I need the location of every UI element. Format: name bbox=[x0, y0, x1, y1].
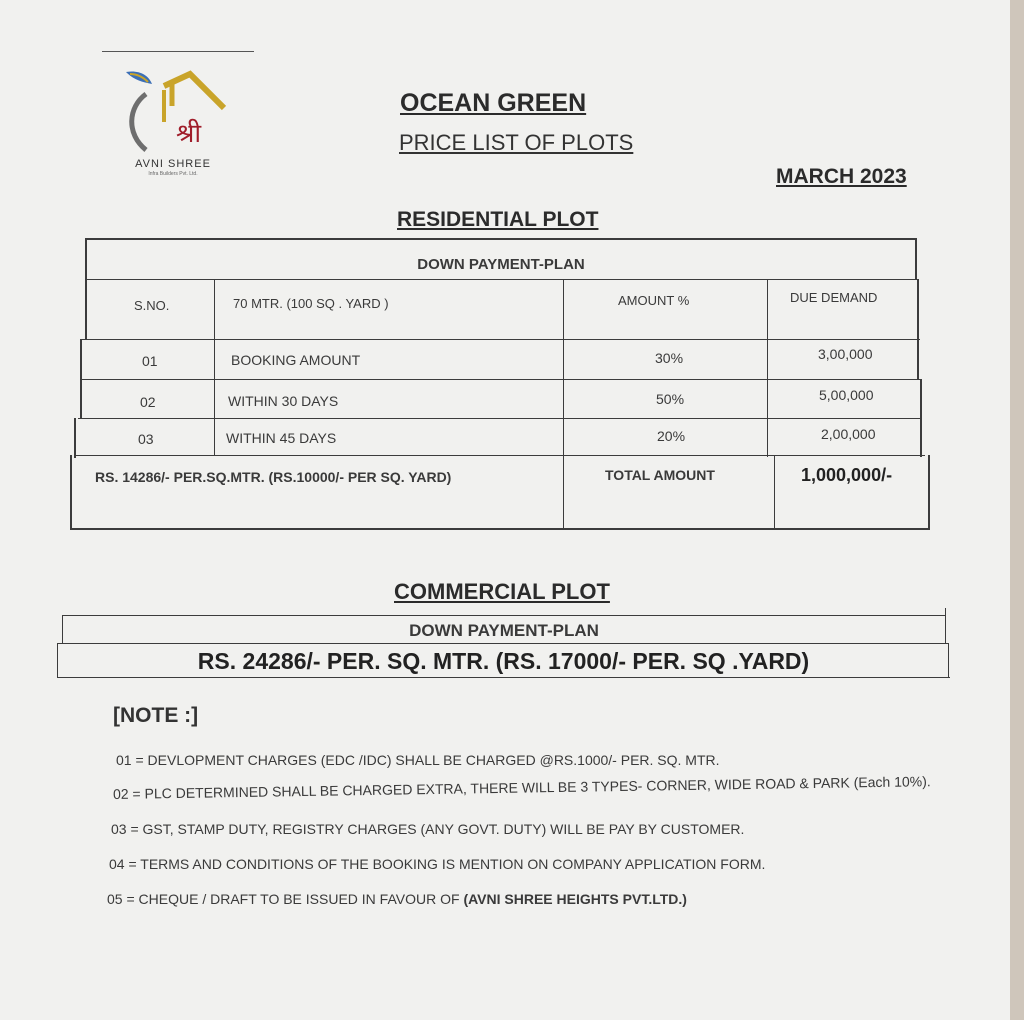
table-row-2-desc: WITHIN 30 DAYS bbox=[228, 393, 339, 409]
note-item-3: 03 = GST, STAMP DUTY, REGISTRY CHARGES (ANY GOVT. DUTY) WILL BE PAY BY CUSTOMER. bbox=[111, 821, 745, 837]
note-item-5-company: (AVNI SHREE HEIGHTS PVT.LTD.) bbox=[463, 891, 687, 907]
residential-title: RESIDENTIAL PLOT bbox=[397, 208, 599, 231]
company-subtitle: Infra Builders Pvt. Ltd. bbox=[148, 171, 198, 177]
note-item-5-text: 05 = CHEQUE / DRAFT TO BE ISSUED IN FAVOUR OF bbox=[107, 891, 460, 907]
document-date: MARCH 2023 bbox=[776, 165, 907, 188]
table-row-3-percent: 20% bbox=[657, 428, 686, 444]
table-row-1-desc: BOOKING AMOUNT bbox=[231, 352, 361, 368]
table-row-3-sno: 03 bbox=[138, 431, 154, 447]
table-row-1-sno: 01 bbox=[142, 353, 158, 369]
column-header-amount: AMOUNT % bbox=[618, 293, 690, 308]
note-item-2: 02 = PLC DETERMINED SHALL BE CHARGED EXTRA, THERE WILL BE 3 TYPES- CORNER, WIDE ROAD & PARK (Each 10%). bbox=[112, 773, 931, 802]
note-item-4: 04 = TERMS AND CONDITIONS OF THE BOOKING IS MENTION ON COMPANY APPLICATION FORM. bbox=[109, 856, 766, 872]
document-subtitle: PRICE LIST OF PLOTS bbox=[399, 130, 634, 155]
column-header-due: DUE DEMAND bbox=[790, 290, 878, 305]
column-header-sno: S.NO. bbox=[134, 298, 170, 313]
table-row-1-percent: 30% bbox=[655, 350, 684, 366]
top-rule bbox=[102, 51, 254, 52]
total-amount-label: TOTAL AMOUNT bbox=[605, 467, 715, 483]
table-row-1-due: 3,00,000 bbox=[818, 346, 873, 362]
commercial-rate: RS. 24286/- PER. SQ. MTR. (RS. 17000/- PER. SQ .YARD) bbox=[197, 648, 810, 674]
note-item-1: 01 = DEVLOPMENT CHARGES (EDC /IDC) SHALL BE CHARGED @RS.1000/- PER. SQ. MTR. bbox=[116, 752, 720, 768]
table-row-3-due: 2,00,000 bbox=[821, 426, 876, 442]
table-row-3-desc: WITHIN 45 DAYS bbox=[226, 430, 337, 446]
residential-rate: RS. 14286/- PER.SQ.MTR. (RS.10000/- PER SQ. YARD) bbox=[95, 469, 452, 485]
table-row-2-percent: 50% bbox=[656, 391, 685, 407]
table-row-2-sno: 02 bbox=[140, 394, 156, 410]
column-header-size: 70 MTR. (100 SQ . YARD ) bbox=[233, 296, 389, 311]
commercial-plan-label: DOWN PAYMENT-PLAN bbox=[409, 621, 599, 640]
residential-plan-label: DOWN PAYMENT-PLAN bbox=[417, 256, 585, 273]
total-amount-value: 1,000,000/- bbox=[801, 465, 893, 485]
note-title: [NOTE :] bbox=[113, 704, 199, 727]
document-title: OCEAN GREEN bbox=[400, 89, 587, 117]
commercial-title: COMMERCIAL PLOT bbox=[394, 579, 610, 604]
svg-text:श्री: श्री bbox=[176, 119, 202, 149]
company-name: AVNI SHREE bbox=[135, 158, 211, 170]
table-row-2-due: 5,00,000 bbox=[819, 387, 874, 403]
note-item-5 bbox=[107, 891, 687, 907]
